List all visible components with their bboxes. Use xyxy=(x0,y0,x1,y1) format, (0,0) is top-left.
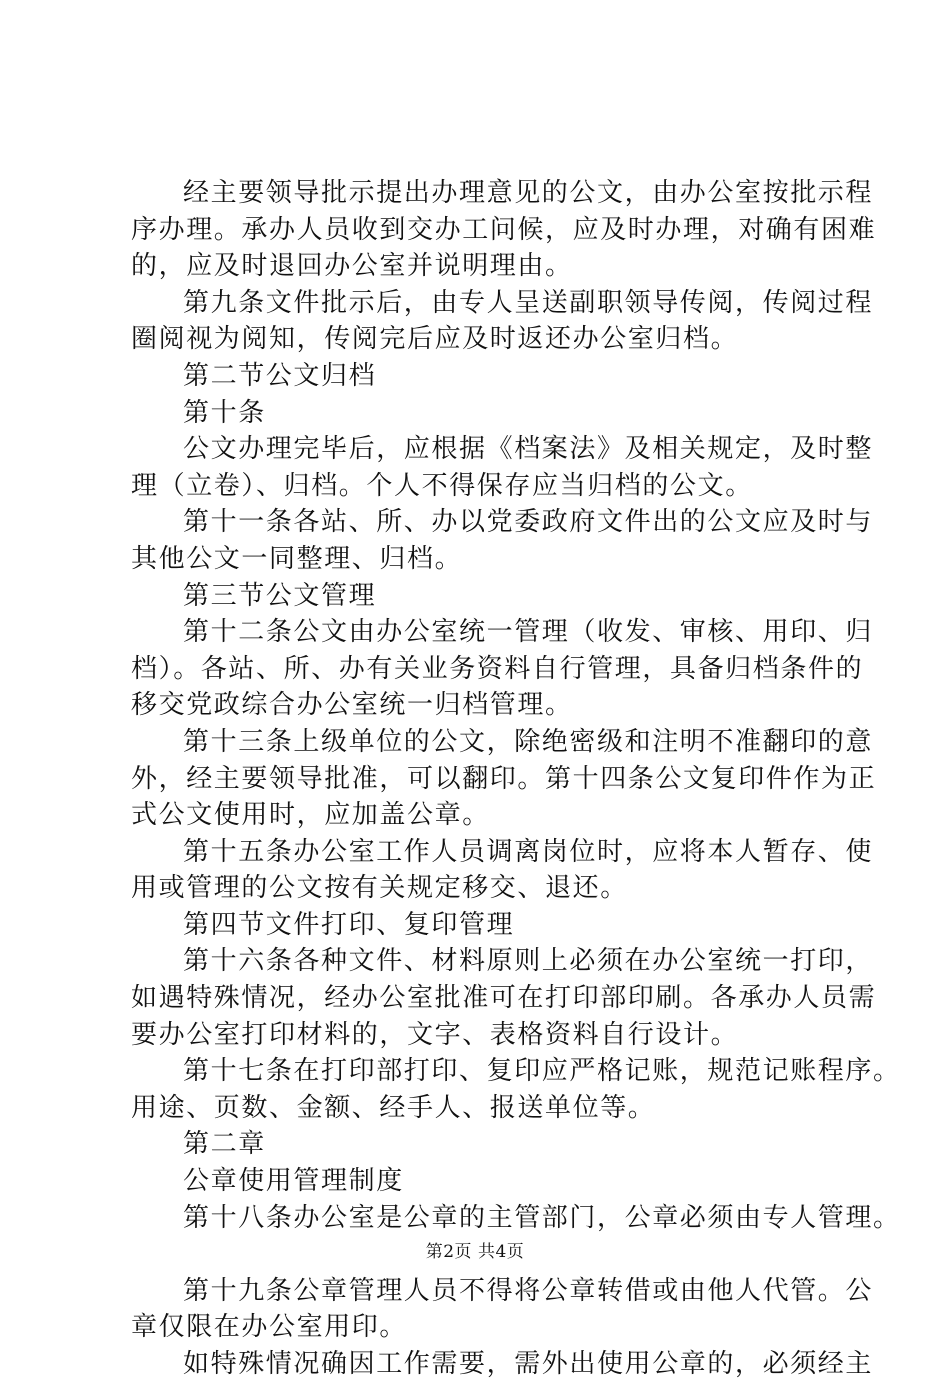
text-line: 第二节公文归档 xyxy=(183,360,377,391)
text-line: 用途、页数、金额、经手人、报送单位等。 xyxy=(131,1092,656,1123)
text-line: 第十七条在打印部打印、复印应严格记账，规范记账程序。 xyxy=(183,1056,901,1087)
text-line: 第九条文件批示后，由专人呈送副职领导传阅，传阅过程 xyxy=(183,287,874,318)
text-line: 第十九条公章管理人员不得将公章转借或由他人代管。公 xyxy=(183,1275,874,1306)
text-line: 第三节公文管理 xyxy=(183,580,377,611)
text-line: 第十六条各种文件、材料原则上必须在办公室统一打印， xyxy=(183,946,874,977)
text-line: 要办公室打印材料的，文字、表格资料自行设计。 xyxy=(131,1019,739,1050)
text-line: 如遇特殊情况，经办公室批准可在打印部印刷。各承办人员需 xyxy=(131,983,877,1014)
text-line: 公章使用管理制度 xyxy=(183,1166,404,1197)
page-footer: 第2页 共4页 xyxy=(425,1242,525,1262)
text-line: 其他公文一同整理、归档。 xyxy=(131,543,463,574)
text-line: 的，应及时退回办公室并说明理由。 xyxy=(131,251,573,282)
text-line: 圈阅视为阅知，传阅完后应及时返还办公室归档。 xyxy=(131,324,739,355)
document-body xyxy=(131,175,901,1383)
text-line: 第十一条各站、所、办以党委政府文件出的公文应及时与 xyxy=(183,507,874,538)
text-line: 第十八条办公室是公章的主管部门，公章必须由专人管理。 xyxy=(183,1202,901,1233)
text-line: 档）。各站、所、办有关业务资料自行管理，具备归档条件的 xyxy=(131,653,864,684)
text-line: 第十条 xyxy=(183,397,266,428)
text-line: 第十二条公文由办公室统一管理（收发、审核、用印、归 xyxy=(183,617,874,648)
text-line: 第十五条办公室工作人员调离岗位时，应将本人暂存、使 xyxy=(183,836,874,867)
text-line: 如特殊情况确因工作需要，需外出使用公章的，必须经主 xyxy=(183,1349,874,1379)
text-line: 外，经主要领导批准，可以翻印。第十四条公文复印件作为正 xyxy=(131,763,877,794)
text-line: 第十三条上级单位的公文，除绝密级和注明不准翻印的意 xyxy=(183,726,874,757)
text-line: 第四节文件打印、复印管理 xyxy=(183,909,515,940)
text-line: 移交党政综合办公室统一归档管理。 xyxy=(131,690,573,721)
text-line: 式公文使用时，应加盖公章。 xyxy=(131,800,490,831)
text-line: 用或管理的公文按有关规定移交、退还。 xyxy=(131,873,628,904)
text-line: 第二章 xyxy=(183,1129,266,1160)
text-line: 序办理。承办人员收到交办工问候，应及时办理，对确有困难 xyxy=(131,214,877,245)
text-line: 经主要领导批示提出办理意见的公文，由办公室按批示程 xyxy=(183,178,874,208)
text-line: 公文办理完毕后，应根据《档案法》及相关规定，及时整 xyxy=(183,434,874,465)
text-line: 理（立卷）、归档。个人不得保存应当归档的公文。 xyxy=(131,470,753,501)
text-line: 章仅限在办公室用印。 xyxy=(131,1312,408,1343)
